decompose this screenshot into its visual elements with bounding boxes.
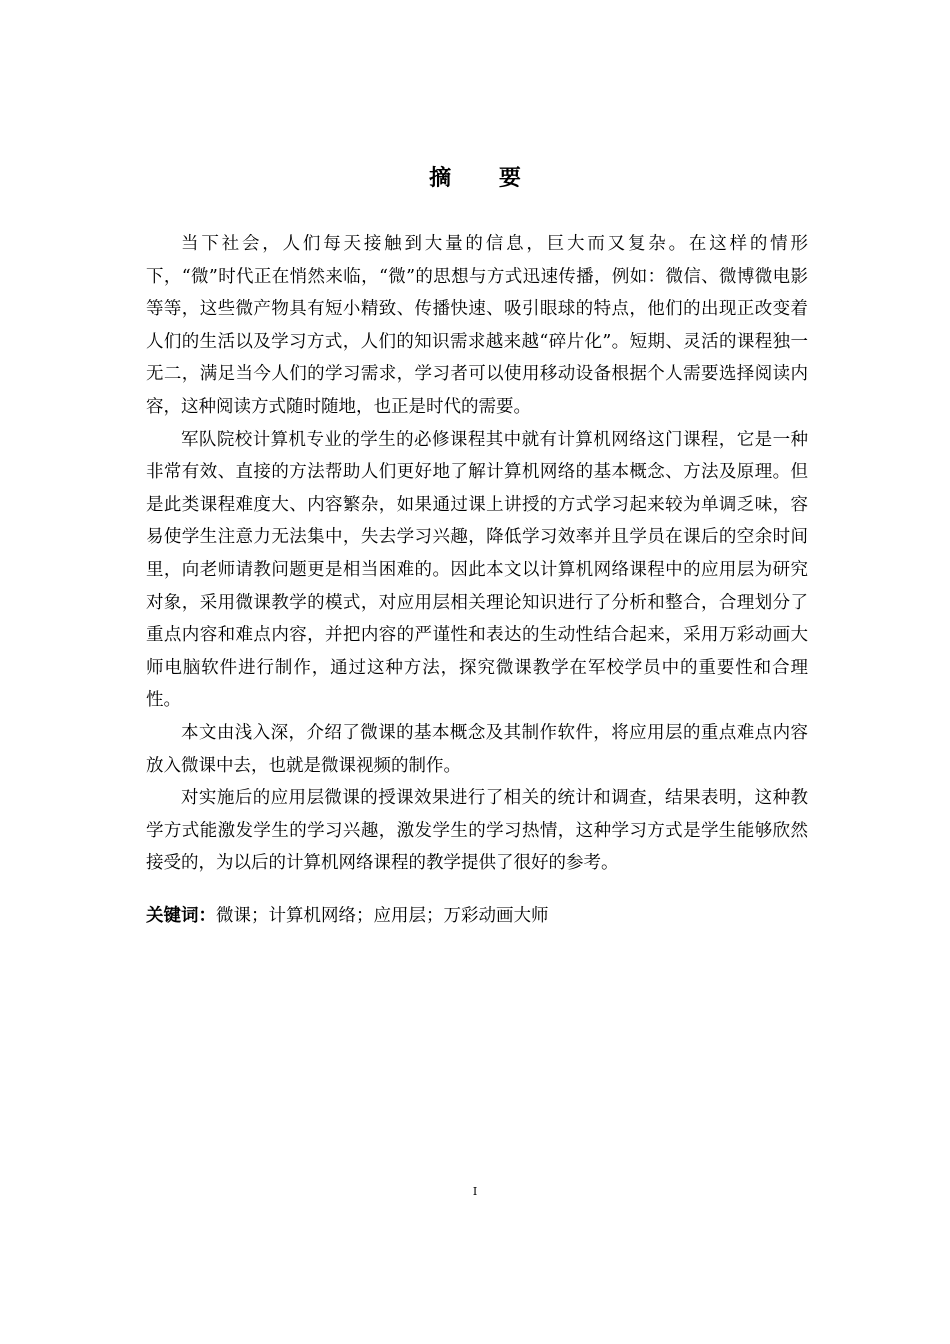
page-number: I <box>472 1185 478 1198</box>
abstract-paragraph-3: 本文由浅入深，介绍了微课的基本概念及其制作软件，将应用层的重点难点内容放入微课中去，也就是微课视频的制作。 <box>146 722 808 776</box>
abstract-title: 摘 要 <box>429 166 541 191</box>
abstract-paragraph-4: 对实施后的应用层微课的授课效果进行了相关的统计和调查，结果表明，这种教学方式能激发学生的学习兴趣，激发学生的学习热情，这种学习方式是学生能够欣然接受的，为以后的计算机网络课程的教学提供了很好的参考。 <box>146 788 808 874</box>
abstract-body <box>146 228 808 880</box>
abstract-paragraph-1: 当下社会，人们每天接触到大量的信息，巨大而又复杂。在这样的情形下，“微”时代正在悄然来临，“微”的思想与方式迅速传播，例如：微信、微博微电影等等，这些微产物具有短小精致、传播快速、吸引眼球的特点，他们的出现正改变着人们的生活以及学习方式，人们的知识需求越来越“碎片化”。短期、灵活的课程独一无二，满足当今人们的学习需求，学习者可以使用移动设备根据个人需要选择阅读内容，这种阅读方式随时随地，也正是时代的需要。 <box>146 234 808 417</box>
abstract-paragraph-2: 军队院校计算机专业的学生的必修课程其中就有计算机网络这门课程，它是一种非常有效、直接的方法帮助人们更好地了解计算机网络的基本概念、方法及原理。但是此类课程难度大、内容繁杂，如果通过课上讲授的方式学习起来较为单调乏味，容易使学生注意力无法集中，失去学习兴趣，降低学习效率并且学员在课后的空余时间里，向老师请教问题更是相当困难的。因此本文以计算机网络课程中的应用层为研究对象，采用微课教学的模式，对应用层相关理论知识进行了分析和整合，合理划分了重点内容和难点内容，并把内容的严谨性和表达的生动性结合起来，采用万彩动画大师电脑软件进行制作，通过这种方法，探究微课教学在军校学员中的重要性和合理性。 <box>146 429 808 711</box>
keywords-label: 关键词： <box>146 906 216 926</box>
keywords-text: 微课；计算机网络；应用层；万彩动画大师 <box>216 906 549 926</box>
keywords-line <box>146 900 808 932</box>
